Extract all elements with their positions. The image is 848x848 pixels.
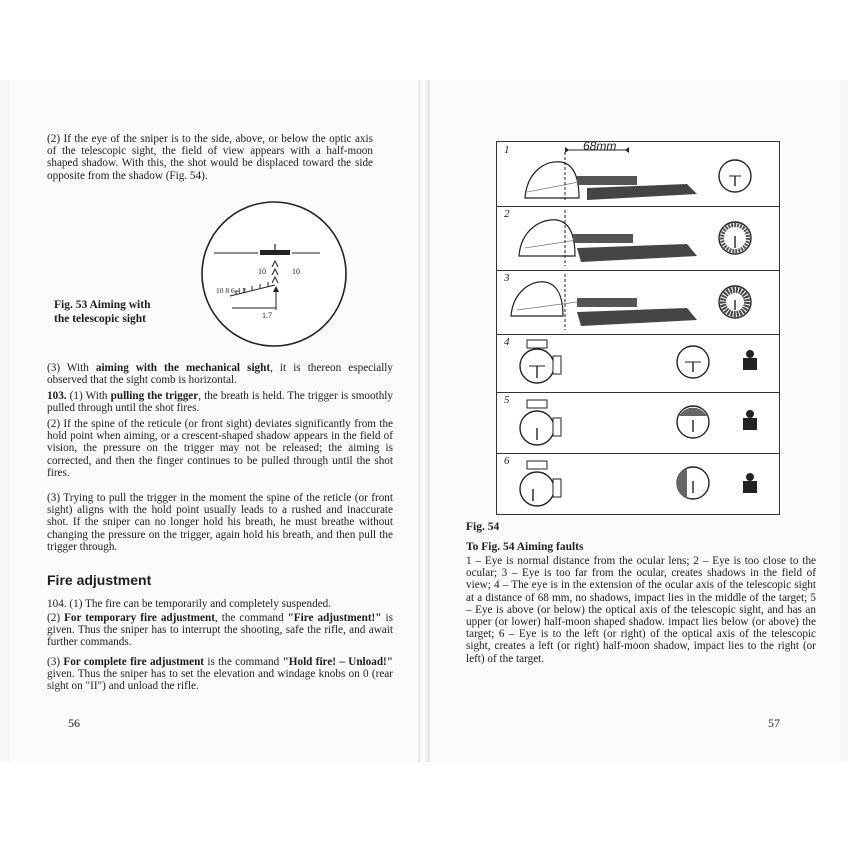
fig54-caption-body: 1 – Eye is normal distance from the ocular lens; 2 – Eye is too close to the ocular; 3 – Eye is too far from the ocular, creates shadows in the field of view; 4 – The eye is in the extension of the ocular axis of the telescopic sight at a distance of 68 mm, no shadows, impact lies in the middle of the target; 5 – Eye is above (or below) the optical axis of the telescopic sight, and has an upper (or lower) half-moon shaped shadow. impact lies below (or above) the target; 6 – Eye is to the left (or right) of the optical axis of the telescopic sight, creates a left (or right) half-moon shadow, impact lies to the right (or left) of the target.	[466, 555, 816, 665]
panel-number-6: 6	[504, 455, 510, 467]
fig54-panel-6	[497, 453, 779, 514]
fig54-label: Fig. 54	[466, 521, 500, 533]
paragraph-104-3: (3) For complete fire adjustment is the command "Hold fire! – Unload!" given. Thus the sniper has to set the elevation and windage knobs on 0 (rear sight on "II") and unload the rifle.	[47, 656, 393, 693]
panel-number-1: 1	[504, 144, 510, 156]
fig54-panel-3	[497, 270, 779, 335]
ocular-target-sketch-6	[497, 453, 779, 514]
panel-number-4: 4	[504, 336, 510, 348]
fig53-caption-line2: the telescopic sight	[54, 313, 146, 325]
fig54-panel-4	[497, 334, 779, 393]
right-page	[430, 80, 840, 762]
left-page	[10, 80, 418, 762]
fig54-panel-1	[497, 139, 779, 207]
ocular-target-sketch-5	[497, 392, 779, 453]
panel-number-2: 2	[504, 208, 510, 220]
paragraph-104-2: (2) For temporary fire adjustment, the command "Fire adjustment!" is given. Thus the sniper has to interrupt the shooting, safe the rifle, and await further commands.	[47, 612, 393, 649]
paragraph-2: (2) If the eye of the sniper is to the side, above, or below the optic axis of the telescopic sight, the field of view appears with a half-moon shaped shadow. With this, the shot would be displaced toward the side opposite from the shadow (Fig. 54).	[47, 133, 373, 182]
fig54-caption-title: To Fig. 54 Aiming faults	[466, 541, 584, 553]
eye-rifle-sketch-3	[497, 270, 779, 334]
fig53-label-1-7: 1.7	[262, 311, 272, 320]
eye-rifle-sketch-1	[497, 142, 779, 206]
eye-rifle-sketch-2	[497, 206, 779, 270]
panel-number-5: 5	[504, 394, 510, 406]
fig53-label-10-right: 10	[292, 267, 300, 276]
fig54-panel-2	[497, 206, 779, 271]
paragraph-103: 103. (1) With pulling the trigger, the breath is held. The trigger is smoothly pulled through until the shot fires.	[47, 390, 394, 415]
panel-number-3: 3	[504, 272, 510, 284]
book-gutter	[418, 80, 430, 762]
ocular-target-sketch-4	[497, 334, 779, 392]
fig53-telescopic-reticle	[196, 200, 356, 350]
fig54-panel-5	[497, 392, 779, 454]
fig53-scale-label: 10 8 6 4 2	[216, 286, 246, 295]
paragraph-103-3: (3) Trying to pull the trigger in the moment the spine of the reticle (or front sight) aligns with the hold point usually leads to a rushed and inaccurate shot. If the sniper can no longer hold his breath, he must breathe without changing the pressure on the trigger, again hold his breath, and then pull the trigger through.	[47, 492, 393, 553]
fig54-measure-label: 68mm	[583, 139, 617, 153]
paragraph-104: 104. (1) The fire can be temporarily and completely suspended.	[47, 598, 332, 610]
fig54-diagram	[496, 141, 780, 515]
fig53-caption-line1: Fig. 53 Aiming with	[54, 299, 151, 311]
page-number-left: 56	[68, 716, 80, 730]
paragraph-103-2: (2) If the spine of the reticule (or front sight) deviates significantly from the hold point when aiming, or a crescent-shaped shadow appears in the field of vision, the pressure on the trigger may not be released; the aiming is corrected, and then the finger continues to be pulled through until the shot fires.	[47, 418, 393, 479]
section-heading: Fire adjustment	[47, 572, 152, 588]
paragraph-3-mechanical: (3) With aiming with the mechanical sight, it is thereon especially observed that the sight comb is horizontal.	[47, 362, 394, 387]
page-number-right: 57	[768, 716, 780, 730]
book-spread	[0, 80, 848, 762]
fig53-label-10-left: 10	[258, 267, 266, 276]
